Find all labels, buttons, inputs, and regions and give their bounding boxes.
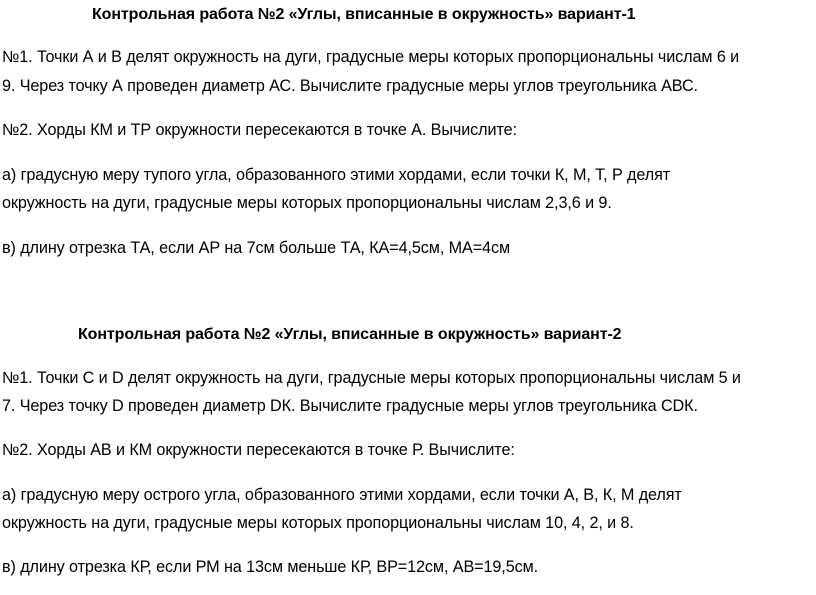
variant1-task2-part-b: в) длину отрезка ТА, если АР на 7см больше ТА, КА=4,5см, МА=4см xyxy=(2,239,510,257)
variant2-task1-line1: №1. Точки С и D делят окружность на дуги, градусные меры которых пропорциональны числам 5 и xyxy=(2,369,741,387)
variant1-task1-line2: 9. Через точку А проведен диаметр АС. Вычислите градусные меры углов треугольника АВС. xyxy=(2,77,698,95)
variant2-task2-part-a-line1: а) градусную меру острого угла, образованного этими хордами, если точки А, В, К, М делят xyxy=(2,486,682,504)
variant1-task1-line1: №1. Точки А и В делят окружность на дуги, градусные меры которых пропорциональны числам 6 и xyxy=(2,48,740,66)
variant2-title: Контрольная работа №2 «Углы, вписанные в окружность» вариант-2 xyxy=(78,326,622,343)
variant1-task2-part-a-line2: окружность на дуги, градусные меры которых пропорциональны числам 2,3,6 и 9. xyxy=(2,194,612,212)
variant1-task2-intro: №2. Хорды КМ и ТР окружности пересекаются в точке А. Вычислите: xyxy=(2,121,517,139)
variant1-title: Контрольная работа №2 «Углы, вписанные в окружность» вариант-1 xyxy=(92,6,636,23)
variant2-task2-part-b: в) длину отрезка КР, если РМ на 13см меньше КР, ВР=12см, АВ=19,5см. xyxy=(2,558,539,576)
variant2-task2-intro: №2. Хорды АВ и КМ окружности пересекаются в точке Р. Вычислите: xyxy=(2,441,515,459)
variant1-task2-part-a-line1: а) градусную меру тупого угла, образованного этими хордами, если точки К, М, Т, Р делят xyxy=(2,166,671,184)
variant2-task1-line2: 7. Через точку D проведен диаметр DК. Вычислите градусные меры углов треугольника СDК. xyxy=(2,397,698,415)
variant2-task2-part-a-line2: окружность на дуги, градусные меры которых пропорциональны числам 10, 4, 2, и 8. xyxy=(2,514,634,532)
